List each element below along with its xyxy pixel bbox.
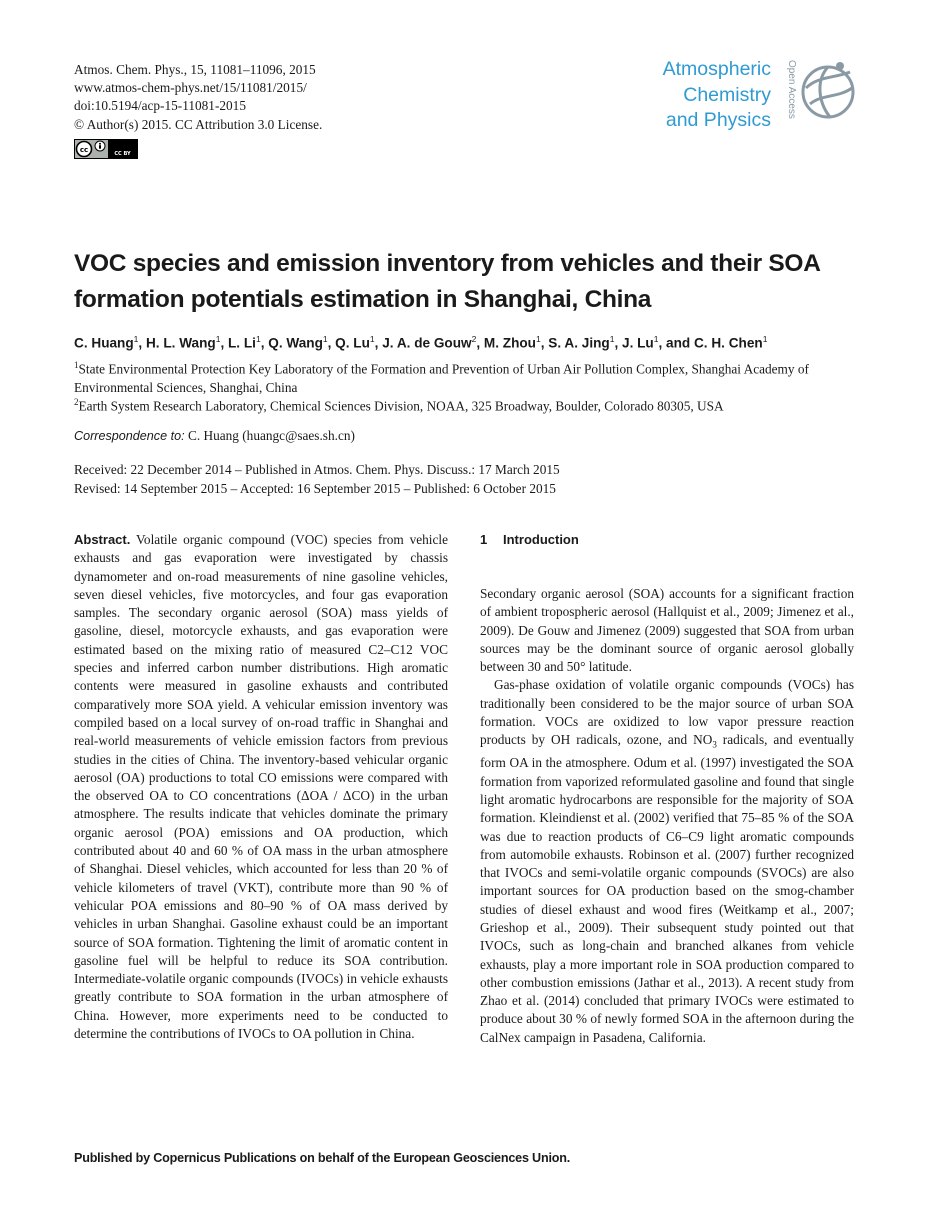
affiliation-2 — [74, 393, 864, 416]
journal-name-line3: and Physics — [665, 109, 771, 131]
revised-line: Revised: 14 September 2015 – Accepted: 16 September 2015 – Published: 6 October 2015 — [74, 481, 556, 496]
author-affiliation-marker: 1 — [255, 334, 261, 344]
author-name: J. Lu — [622, 335, 654, 351]
author-name: M. Zhou — [483, 335, 536, 351]
correspondence-contact[interactable]: C. Huang (huangc@saes.sh.cn) — [187, 428, 355, 443]
author-name: J. A. de Gouw — [382, 335, 472, 351]
intro-p2-part-a: Gas-phase oxidation of volatile organic compounds (VOCs) has traditionally been considered to be the major source of urban SOA formation. VOCs are oxidized to low vapor pressure reaction products by OH radicals, ozone, and NO — [480, 677, 854, 748]
author-separator: , — [260, 335, 269, 351]
author-affiliation-marker: 1 — [322, 334, 328, 344]
author-separator: , — [540, 335, 549, 351]
author-name: C. Huang — [74, 335, 134, 351]
intro-paragraph-1: Secondary organic aerosol (SOA) accounts for a significant fraction of ambient tropospheric aerosol (Hallquist et al., 2009; Jimenez et al., 2009). De Gouw and Jimenez (2009) suggested that SOA from urban sources may be the dominant source of organic aerosol globally between 30 and 50° latitude. — [480, 586, 854, 675]
author-separator: , — [614, 335, 623, 351]
citation-header — [74, 61, 322, 134]
author-name: L. Li — [228, 335, 256, 351]
cc-badge-label: CC BY — [114, 151, 131, 157]
journal-name-line1: Atmospheric — [662, 58, 771, 80]
intro-paragraph-2 — [480, 676, 854, 1047]
article-url[interactable]: www.atmos-chem-phys.net/15/11081/2015/ — [74, 80, 307, 96]
intro-p2-part-b: radicals, and eventually form OA in the atmosphere. Odum et al. (1997) investigated the SOA formation from vaporized reformulated gasoline and found that single light aromatic hydrocarbons are responsible for the majority of SOA formation. Kleindienst et al. (2002) verified that 75–85 % of the SOA was due to reaction products of C6–C9 light aromatic compounds from automobile exhausts. Robinson et al. (2007) further recognized that IVOCs and semi-volatile organic compounds (SVOCs) are also important sources for OA production based on the smog-chamber studies of diesel exhaust and wood fires (Weitkamp et al., 2007; Grieshop et al., 2009). Their subsequent study pointed out that IVOCs, such as long-chain and branched alkanes from vehicle exhausts, play a more important role in SOA production compared to other combustion emissions (Jathar et al., 2013). A recent study from Zhao et al. (2014) concluded that primary IVOCs were estimated to produce about 30 % of newly formed SOA in the afternoon during the CalNex campaign in Pasadena, California. — [480, 732, 854, 1045]
open-access-text: Open Access — [786, 60, 797, 119]
correspondence — [74, 427, 355, 445]
copyright-notice: © Author(s) 2015. CC Attribution 3.0 License. — [74, 116, 323, 132]
publisher-footer: Published by Copernicus Publications on behalf of the European Geosciences Union. — [74, 1151, 571, 1165]
author-affiliation-marker: 1 — [133, 334, 139, 344]
egu-globe-icon — [800, 58, 856, 122]
article-doi[interactable]: doi:10.5194/acp-15-11081-2015 — [74, 98, 246, 114]
section-number: 1 — [480, 532, 488, 547]
author-separator: , — [476, 335, 484, 351]
author-affiliation-marker: 1 — [369, 334, 375, 344]
author-affiliation-marker: 2 — [471, 334, 477, 344]
author-affiliation-marker: 1 — [535, 334, 541, 344]
abstract-column — [74, 531, 448, 1043]
correspondence-label: Correspondence to: — [74, 429, 185, 443]
author-separator: , and — [658, 335, 694, 351]
author-affiliation-marker: 1 — [215, 334, 221, 344]
journal-citation: Atmos. Chem. Phys., 15, 11081–11096, 2015 — [74, 62, 316, 77]
open-access-label — [778, 58, 797, 130]
received-line: Received: 22 December 2014 – Published in Atmos. Chem. Phys. Discuss.: 17 March 2015 — [74, 462, 560, 477]
author-name: Q. Lu — [335, 335, 370, 351]
abstract-text: Volatile organic compound (VOC) species from vehicle exhausts and gas evaporation were investigated by chassis dynamometer and on-road measurements of nine gasoline vehicles, seven diesel vehicles, five motorcycles, and four gas evaporation samples. The secondary organic aerosol (SOA) mass yields of gasoline, diesel, motorcycle exhausts, and gas evaporation were estimated based on the mixing ratio of measured C2–C12 VOC species and inferred carbon number distributions. High aromatic contents were measured in gasoline exhausts and contributed comparatively more SOA yield. A vehicular emission inventory was compiled based on a local survey of on-road traffic in Shanghai and real-world measurements of vehicle emission factors from previous studies in the cities of China. The inventory-based vehicular organic aerosol (OA) productions to total CO emissions were compared with the observed OA to CO concentrations (ΔOA / ΔCO) in the urban atmosphere. The results indicate that vehicles dominate the primary organic aerosol (POA) emissions and OA production, which contributed about 40 and 60 % of OA mass in the urban atmosphere of Shanghai. Diesel vehicles, which accounted for less than 20 % of vehicle kilometers of travel (VKT), contribute more than 90 % of vehicular POA emissions and 80–90 % of OA mass derived by vehicles in urban Shanghai. Gasoline exhaust could be an important source of SOA formation. Tightening the limit of aromatic content in gasoline fuel will be helpful to reduce its SOA contribution. Intermediate-volatile organic compounds (IVOCs) in vehicle exhausts greatly contribute to SOA formation in the urban atmosphere of China. However, more experiments need to be conducted to determine the contributions of IVOCs to OA pollution in China. — [74, 532, 448, 1042]
author-name: H. L. Wang — [145, 335, 216, 351]
no3-subscript: 3 — [712, 740, 717, 751]
author-separator: , — [327, 335, 336, 351]
affiliation-text: State Environmental Protection Key Laboratory of the Formation and Prevention of Urban Air Pollution Complex, Shanghai Academy of Environmental Sciences, Shanghai, China — [74, 361, 809, 395]
author-name: S. A. Jing — [548, 335, 610, 351]
author-separator: , — [138, 335, 146, 351]
author-affiliation-marker: 1 — [653, 334, 659, 344]
affiliation-text: Earth System Research Laboratory, Chemical Sciences Division, NOAA, 325 Broadway, Boulder, Colorado 80305, USA — [78, 398, 724, 414]
section-title: Introduction — [503, 532, 579, 547]
svg-text:cc: cc — [79, 146, 89, 154]
author-affiliation-marker: 1 — [609, 334, 615, 344]
section-heading — [480, 531, 854, 549]
paper-title: VOC species and emission inventory from vehicles and their SOA formation potentials estimation in Shanghai, China — [74, 250, 820, 313]
journal-logo-text — [663, 57, 771, 134]
author-list — [74, 330, 767, 353]
abstract-label: Abstract. — [74, 532, 131, 547]
journal-name-line2: Chemistry — [683, 83, 771, 106]
cc-by-license-icon — [74, 139, 138, 159]
author-affiliation-marker: 1 — [762, 334, 768, 344]
author-name: Q. Wang — [268, 335, 323, 351]
author-separator: , — [220, 335, 228, 351]
affiliation-1 — [74, 356, 864, 397]
author-name: C. H. Chen — [693, 335, 763, 351]
author-separator: , — [374, 335, 383, 351]
introduction-column — [480, 531, 854, 1047]
abstract — [74, 531, 448, 1043]
publication-dates — [74, 460, 560, 498]
affiliation-number: 1 — [74, 360, 79, 370]
affiliation-number: 2 — [74, 397, 79, 407]
